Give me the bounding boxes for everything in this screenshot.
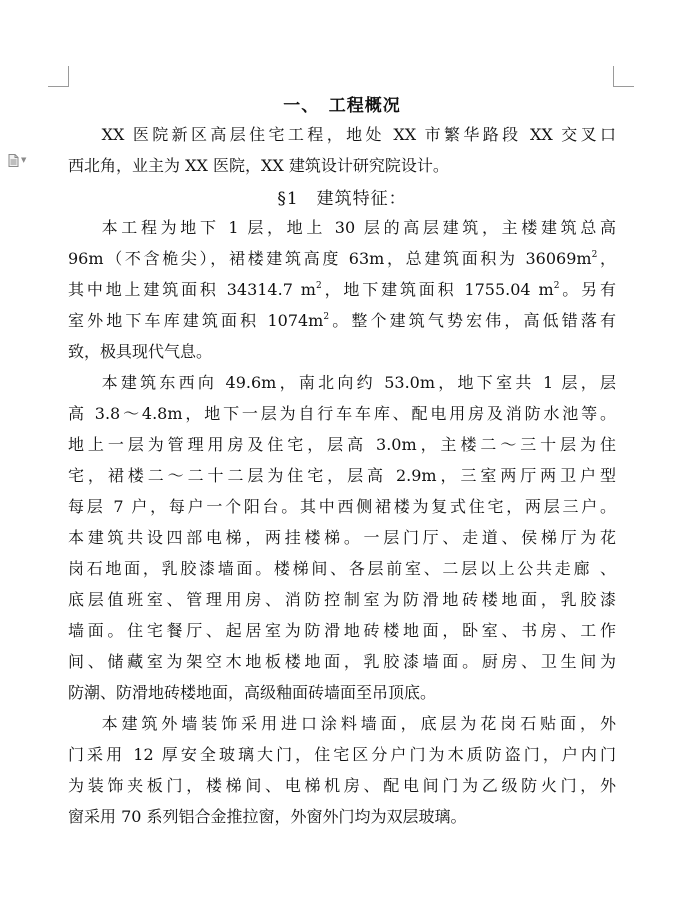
top-right-crop-mark xyxy=(613,66,634,87)
p1-line-3-text-b: ，地下建筑面积 1755.04 m xyxy=(321,280,554,299)
p1-line-2-text-a: 96m（不含桅尖），裙楼建筑高度 63m，总建筑面积为 36069m xyxy=(68,249,592,268)
p1-line-3-text-c: 。另有 xyxy=(559,280,616,299)
superscript: 2 xyxy=(315,281,322,291)
p2-line: 高 3.8～4.8m，地下一层为自行车车库、配电用房及消防水池等。 xyxy=(68,404,616,423)
p2-line: 岗石地面，乳胶漆墙面。楼梯间、各层前室、二层以上公共走廊 、 xyxy=(68,559,616,578)
p3-line: 窗采用 70 系列铝合金推拉窗，外窗外门均为双层玻璃。 xyxy=(68,807,467,826)
section-title: 一、 工程概况 xyxy=(283,96,401,116)
paragraph-building-scale xyxy=(68,215,616,370)
intro-line-1: XX 医院新区高层住宅工程，地处 XX 市繁华路段 XX 交叉口 xyxy=(101,125,616,144)
document-icon xyxy=(8,154,19,167)
p1-line-1: 本工程为地下 1 层，地上 30 层的高层建筑，主楼建筑总高 xyxy=(101,218,616,237)
subsection-title: §1 建筑特征： xyxy=(277,189,407,209)
top-left-crop-mark xyxy=(48,66,69,87)
margin-document-button[interactable] xyxy=(8,153,34,167)
p2-line: 宅，裙楼二～二十二层为住宅，层高 2.9m，三室两厅两卫户型 xyxy=(68,466,616,485)
p2-line: 间、储藏室为架空木地板楼地面，乳胶漆墙面。厨房、卫生间为 xyxy=(68,652,616,671)
p1-line-4-text-a: 室外地下车库建筑面积 1074m xyxy=(68,311,324,330)
p2-line: 每层 7 户，每户一个阳台。其中西侧裙楼为复式住宅，两层三户。 xyxy=(68,497,616,516)
p2-line: 墙面。住宅餐厅、起居室为防滑地砖楼地面，卧室、书房、工作 xyxy=(68,621,616,640)
p2-line: 地上一层为管理用房及住宅，层高 3.0m，主楼二～三十层为住 xyxy=(68,435,616,454)
p2-line: 底层值班室、管理用房、消防控制室为防滑地砖楼地面，乳胶漆 xyxy=(68,590,616,609)
p1-line-3-text-a: 其中地上建筑面积 34314.7 m xyxy=(68,280,316,299)
p1-line-5: 致，极具现代气息。 xyxy=(68,342,213,361)
superscript: 2 xyxy=(553,281,560,291)
p1-line-2 xyxy=(68,246,616,277)
chevron-down-icon: ▼ xyxy=(21,156,27,164)
paragraph-exterior-finish xyxy=(68,711,616,835)
p1-line-4-text-b: 。整个建筑气势宏伟，高低错落有 xyxy=(329,311,616,330)
p2-line: 本建筑共设四部电梯，两挂楼梯。一层门厅、走道、侯梯厅为花 xyxy=(68,528,616,547)
p3-line: 本建筑外墙装饰采用进口涂料墙面，底层为花岗石贴面，外 xyxy=(101,714,616,733)
intro-paragraph xyxy=(68,122,616,184)
p3-line: 为装饰夹板门，楼梯间、电梯机房、配电间门为乙级防火门，外 xyxy=(68,776,616,795)
p1-line-4 xyxy=(68,308,616,339)
superscript: 2 xyxy=(591,250,598,260)
p1-line-2-text-b: ， xyxy=(597,249,616,268)
p2-line: 本建筑东西向 49.6m，南北向约 53.0m，地下室共 1 层，层 xyxy=(101,373,616,392)
superscript: 2 xyxy=(323,312,330,322)
paragraph-building-layout xyxy=(68,370,616,711)
intro-line-2: 西北角，业主为 XX 医院，XX 建筑设计研究院设计。 xyxy=(68,156,449,175)
p3-line: 门采用 12 厚安全玻璃大门，住宅区分户门为木质防盗门，户内门 xyxy=(68,745,616,764)
p2-line: 防潮、防滑地砖楼地面，高级釉面砖墙面至吊顶底。 xyxy=(68,683,437,702)
document-body xyxy=(68,90,616,835)
p1-line-3 xyxy=(68,277,616,308)
